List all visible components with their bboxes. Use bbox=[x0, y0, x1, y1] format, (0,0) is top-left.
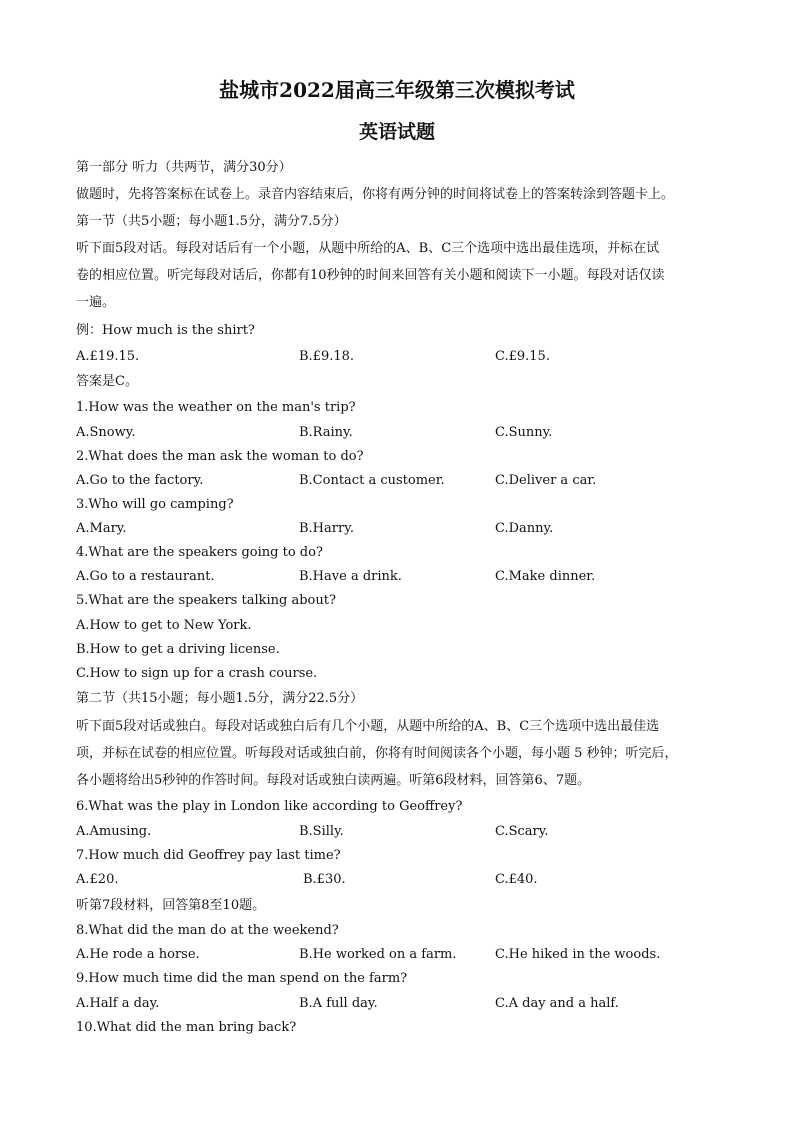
question-1: 1.How was the weather on the man's trip? bbox=[76, 400, 356, 415]
question-6: 6.What was the play in London like according to Geoffrey? bbox=[76, 799, 463, 814]
question-5-option-b: B.How to get a driving license. bbox=[76, 642, 280, 657]
question-9: 9.How much time did the man spend on the farm? bbox=[76, 971, 408, 986]
section1-instructions-line1: 听下面5段对话。每段对话后有一个小题，从题中所给的A、B、C三个选项中选出最佳选项，并标在试 bbox=[76, 241, 660, 256]
part1-instructions: 做题时，先将答案标在试卷上。录音内容结束后，你将有两分钟的时间将试卷上的答案转涂到答题卡上。 bbox=[76, 187, 675, 202]
question-3-option-a: A.Mary. bbox=[76, 521, 127, 536]
question-6-option-b: B.Silly. bbox=[299, 824, 344, 839]
question-9-option-b: B.A full day. bbox=[299, 996, 378, 1011]
question-9-option-c: C.A day and a half. bbox=[495, 996, 619, 1011]
example-question: 例：How much is the shirt? bbox=[76, 323, 255, 338]
question-9-option-a: A.Half a day. bbox=[76, 996, 160, 1011]
question-8-option-b: B.He worked on a farm. bbox=[299, 947, 457, 962]
question-2: 2.What does the man ask the woman to do? bbox=[76, 449, 364, 464]
question-4-option-b: B.Have a drink. bbox=[299, 569, 402, 584]
question-2-option-c: C.Deliver a car. bbox=[495, 473, 597, 488]
question-1-option-c: C.Sunny. bbox=[495, 425, 553, 440]
part1-heading: 第一部分 听力（共两节，满分30分） bbox=[76, 160, 292, 175]
question-6-option-a: A.Amusing. bbox=[76, 824, 152, 839]
exam-subtitle: 英语试题 bbox=[358, 121, 435, 143]
question-5: 5.What are the speakers talking about? bbox=[76, 593, 336, 608]
question-8-option-a: A.He rode a horse. bbox=[76, 947, 200, 962]
question-4: 4.What are the speakers going to do? bbox=[76, 545, 323, 560]
question-1-option-a: A.Snowy. bbox=[76, 425, 136, 440]
question-10: 10.What did the man bring back? bbox=[76, 1020, 297, 1035]
question-2-option-b: B.Contact a customer. bbox=[299, 473, 445, 488]
section2-instructions-line3: 各小题将给出5秒钟的作答时间。每段对话或独白读两遍。听第6段材料，回答第6、7题。 bbox=[76, 773, 591, 788]
section1-instructions-line2: 卷的相应位置。听完每段对话后，你都有10秒钟的时间来回答有关小题和阅读下一小题。每段对话仅读 bbox=[76, 268, 665, 283]
question-3-option-c: C.Danny. bbox=[495, 521, 554, 536]
question-3-option-b: B.Harry. bbox=[299, 521, 354, 536]
question-3: 3.Who will go camping? bbox=[76, 497, 234, 512]
section2-instructions-line1: 听下面5段对话或独白。每段对话或独白后有几个小题，从题中所给的A、B、C三个选项中选出最佳选 bbox=[76, 719, 660, 734]
question-7-option-b: B.£30. bbox=[303, 872, 346, 887]
question-5-option-a: A.How to get to New York. bbox=[76, 618, 252, 633]
example-option-a: A.£19.15. bbox=[76, 349, 140, 364]
question-5-option-c: C.How to sign up for a crash course. bbox=[76, 666, 318, 681]
question-7-option-a: A.£20. bbox=[76, 872, 119, 887]
section1-heading: 第一节（共5小题；每小题1.5分，满分7.5分） bbox=[76, 214, 347, 229]
section1-instructions-line3: 一遍。 bbox=[76, 295, 116, 310]
exam-title: 盐城市2022届高三年级第三次模拟考试 bbox=[219, 78, 575, 102]
question-4-option-a: A.Go to a restaurant. bbox=[76, 569, 215, 584]
example-option-b: B.£9.18. bbox=[299, 349, 355, 364]
question-2-option-a: A.Go to the factory. bbox=[76, 473, 204, 488]
section2-heading: 第二节（共15小题；每小题1.5分，满分22.5分） bbox=[76, 691, 364, 706]
question-8-option-c: C.He hiked in the woods. bbox=[495, 947, 661, 962]
question-1-option-b: B.Rainy. bbox=[299, 425, 353, 440]
material-7-note: 听第7段材料，回答第8至10题。 bbox=[76, 898, 266, 913]
section2-instructions-line2: 项，并标在试卷的相应位置。听每段对话或独白前，你将有时间阅读各个小题，每小题 5 秒钟；听完后， bbox=[76, 746, 678, 761]
question-4-option-c: C.Make dinner. bbox=[495, 569, 596, 584]
example-option-c: C.£9.15. bbox=[495, 349, 550, 364]
example-answer: 答案是C。 bbox=[76, 374, 138, 389]
question-6-option-c: C.Scary. bbox=[495, 824, 549, 839]
question-7: 7.How much did Geoffrey pay last time? bbox=[76, 848, 341, 863]
question-7-option-c: C.£40. bbox=[495, 872, 538, 887]
question-8: 8.What did the man do at the weekend? bbox=[76, 923, 339, 938]
